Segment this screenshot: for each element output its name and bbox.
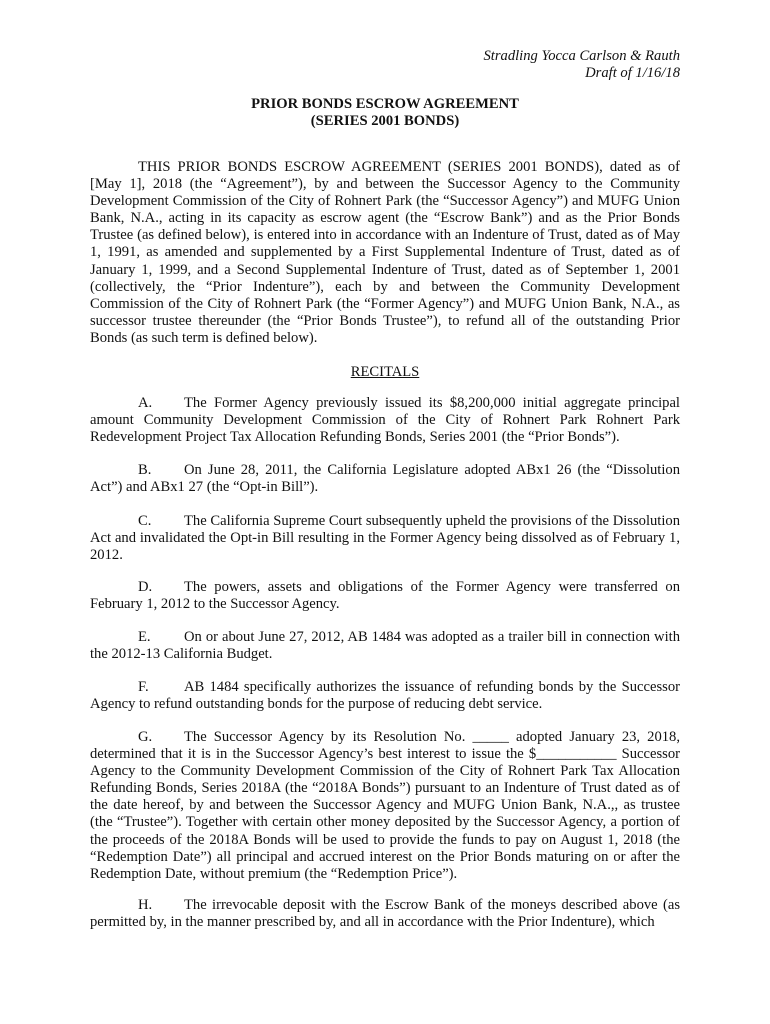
recital-letter: D. bbox=[138, 579, 153, 595]
recital-c bbox=[90, 513, 680, 564]
recital-text: The Former Agency previously issued its $8,200,000 initial aggregate principal amount Community Development Commission of the City of Rohnert Park Rohnert Park Redevelopment Project Tax Allocation Refunding Bonds, Series 2001 (the “Prior Bonds”). bbox=[90, 395, 680, 446]
recital-letter: A. bbox=[138, 395, 153, 411]
title-line-2: (SERIES 2001 BONDS) bbox=[310, 113, 460, 129]
recital-letter: G. bbox=[138, 729, 153, 745]
recital-letter: E. bbox=[138, 629, 151, 645]
recital-b bbox=[90, 462, 680, 496]
recital-a bbox=[90, 395, 680, 446]
recital-text: On June 28, 2011, the California Legislature adopted ABx1 26 (the “Dissolution Act”) and ABx1 27 (the “Opt-in Bill”). bbox=[90, 462, 680, 496]
intro-paragraph: THIS PRIOR BONDS ESCROW AGREEMENT (SERIES 2001 BONDS), dated as of [May 1], 2018 (the “Agreement”), by and between the Successor Agency to the Community Development Commission of the City of Rohnert Park (the “Successor Agency”) and MUFG Union Bank, N.A., acting in its capacity as escrow agent (the “Escrow Bank”) and as the Prior Bonds Trustee (as defined below), is entered into in accordance with an Indenture of Trust, dated as of May 1, 1991, as amended and supplemented by a First Supplemental Indenture of Trust, dated as of January 1, 1999, and a Second Supplemental Indenture of Trust, dated as of September 1, 2001 (collectively, the “Prior Indenture”), each by and between the Community Development Commission of the City of Rohnert Park (the “Former Agency”) and MUFG Union Bank, N.A., as successor trustee thereunder (the “Prior Bonds Trustee”), to refund all of the outstanding Prior Bonds (as such term is defined below). bbox=[90, 159, 680, 346]
recital-h bbox=[90, 897, 680, 931]
recital-text: The irrevocable deposit with the Escrow Bank of the moneys described above (as permitted by, in the manner prescribed by, and all in accordance with the Prior Indenture), which bbox=[90, 897, 680, 931]
law-firm-name: Stradling Yocca Carlson & Rauth bbox=[483, 48, 680, 64]
recital-letter: F. bbox=[138, 679, 149, 695]
recital-text: On or about June 27, 2012, AB 1484 was adopted as a trailer bill in connection with the 2012-13 California Budget. bbox=[90, 629, 680, 663]
recital-letter: C. bbox=[138, 513, 152, 529]
recital-letter: H. bbox=[138, 897, 153, 913]
title-line-1: PRIOR BONDS ESCROW AGREEMENT bbox=[251, 96, 519, 112]
recital-text: The powers, assets and obligations of the Former Agency were transferred on February 1, 2012 to the Successor Agency. bbox=[90, 579, 680, 613]
recital-g bbox=[90, 729, 680, 883]
document-title bbox=[90, 96, 680, 130]
recital-text: The California Supreme Court subsequently upheld the provisions of the Dissolution Act and invalidated the Opt-in Bill resulting in the Former Agency being dissolved as of February 1, 2012. bbox=[90, 513, 680, 564]
draft-header bbox=[484, 48, 681, 82]
recital-text: The Successor Agency by its Resolution No. _____ adopted January 23, 2018, determined that it is in the Successor Agency’s best interest to issue the $___________ Successor Agency to the Community Development Commission of the City of Rohnert Park Tax Allocation Refunding Bonds, Series 2018A (the “2018A Bonds”) pursuant to an Indenture of Trust dated as of the date hereof, by and between the Successor Agency and MUFG Union Bank, N.A.,, as trustee (the “Trustee”). Together with certain other money deposited by the Successor Agency, a portion of the proceeds of the 2018A Bonds will be used to provide the funds to pay on August 1, 2018 (the “Redemption Date”) all principal and accrued interest on the Prior Bonds maturing on or after the Redemption Date, without premium (the “Redemption Price”). bbox=[90, 729, 680, 882]
recital-e bbox=[90, 629, 680, 663]
recital-text: AB 1484 specifically authorizes the issuance of refunding bonds by the Successor Agency to refund outstanding bonds for the purpose of reducing debt service. bbox=[90, 679, 680, 713]
recital-f bbox=[90, 679, 680, 713]
draft-date: Draft of 1/16/18 bbox=[585, 65, 680, 81]
recital-letter: B. bbox=[138, 462, 152, 478]
recital-d bbox=[90, 579, 680, 613]
recitals-heading: RECITALS bbox=[350, 364, 420, 380]
